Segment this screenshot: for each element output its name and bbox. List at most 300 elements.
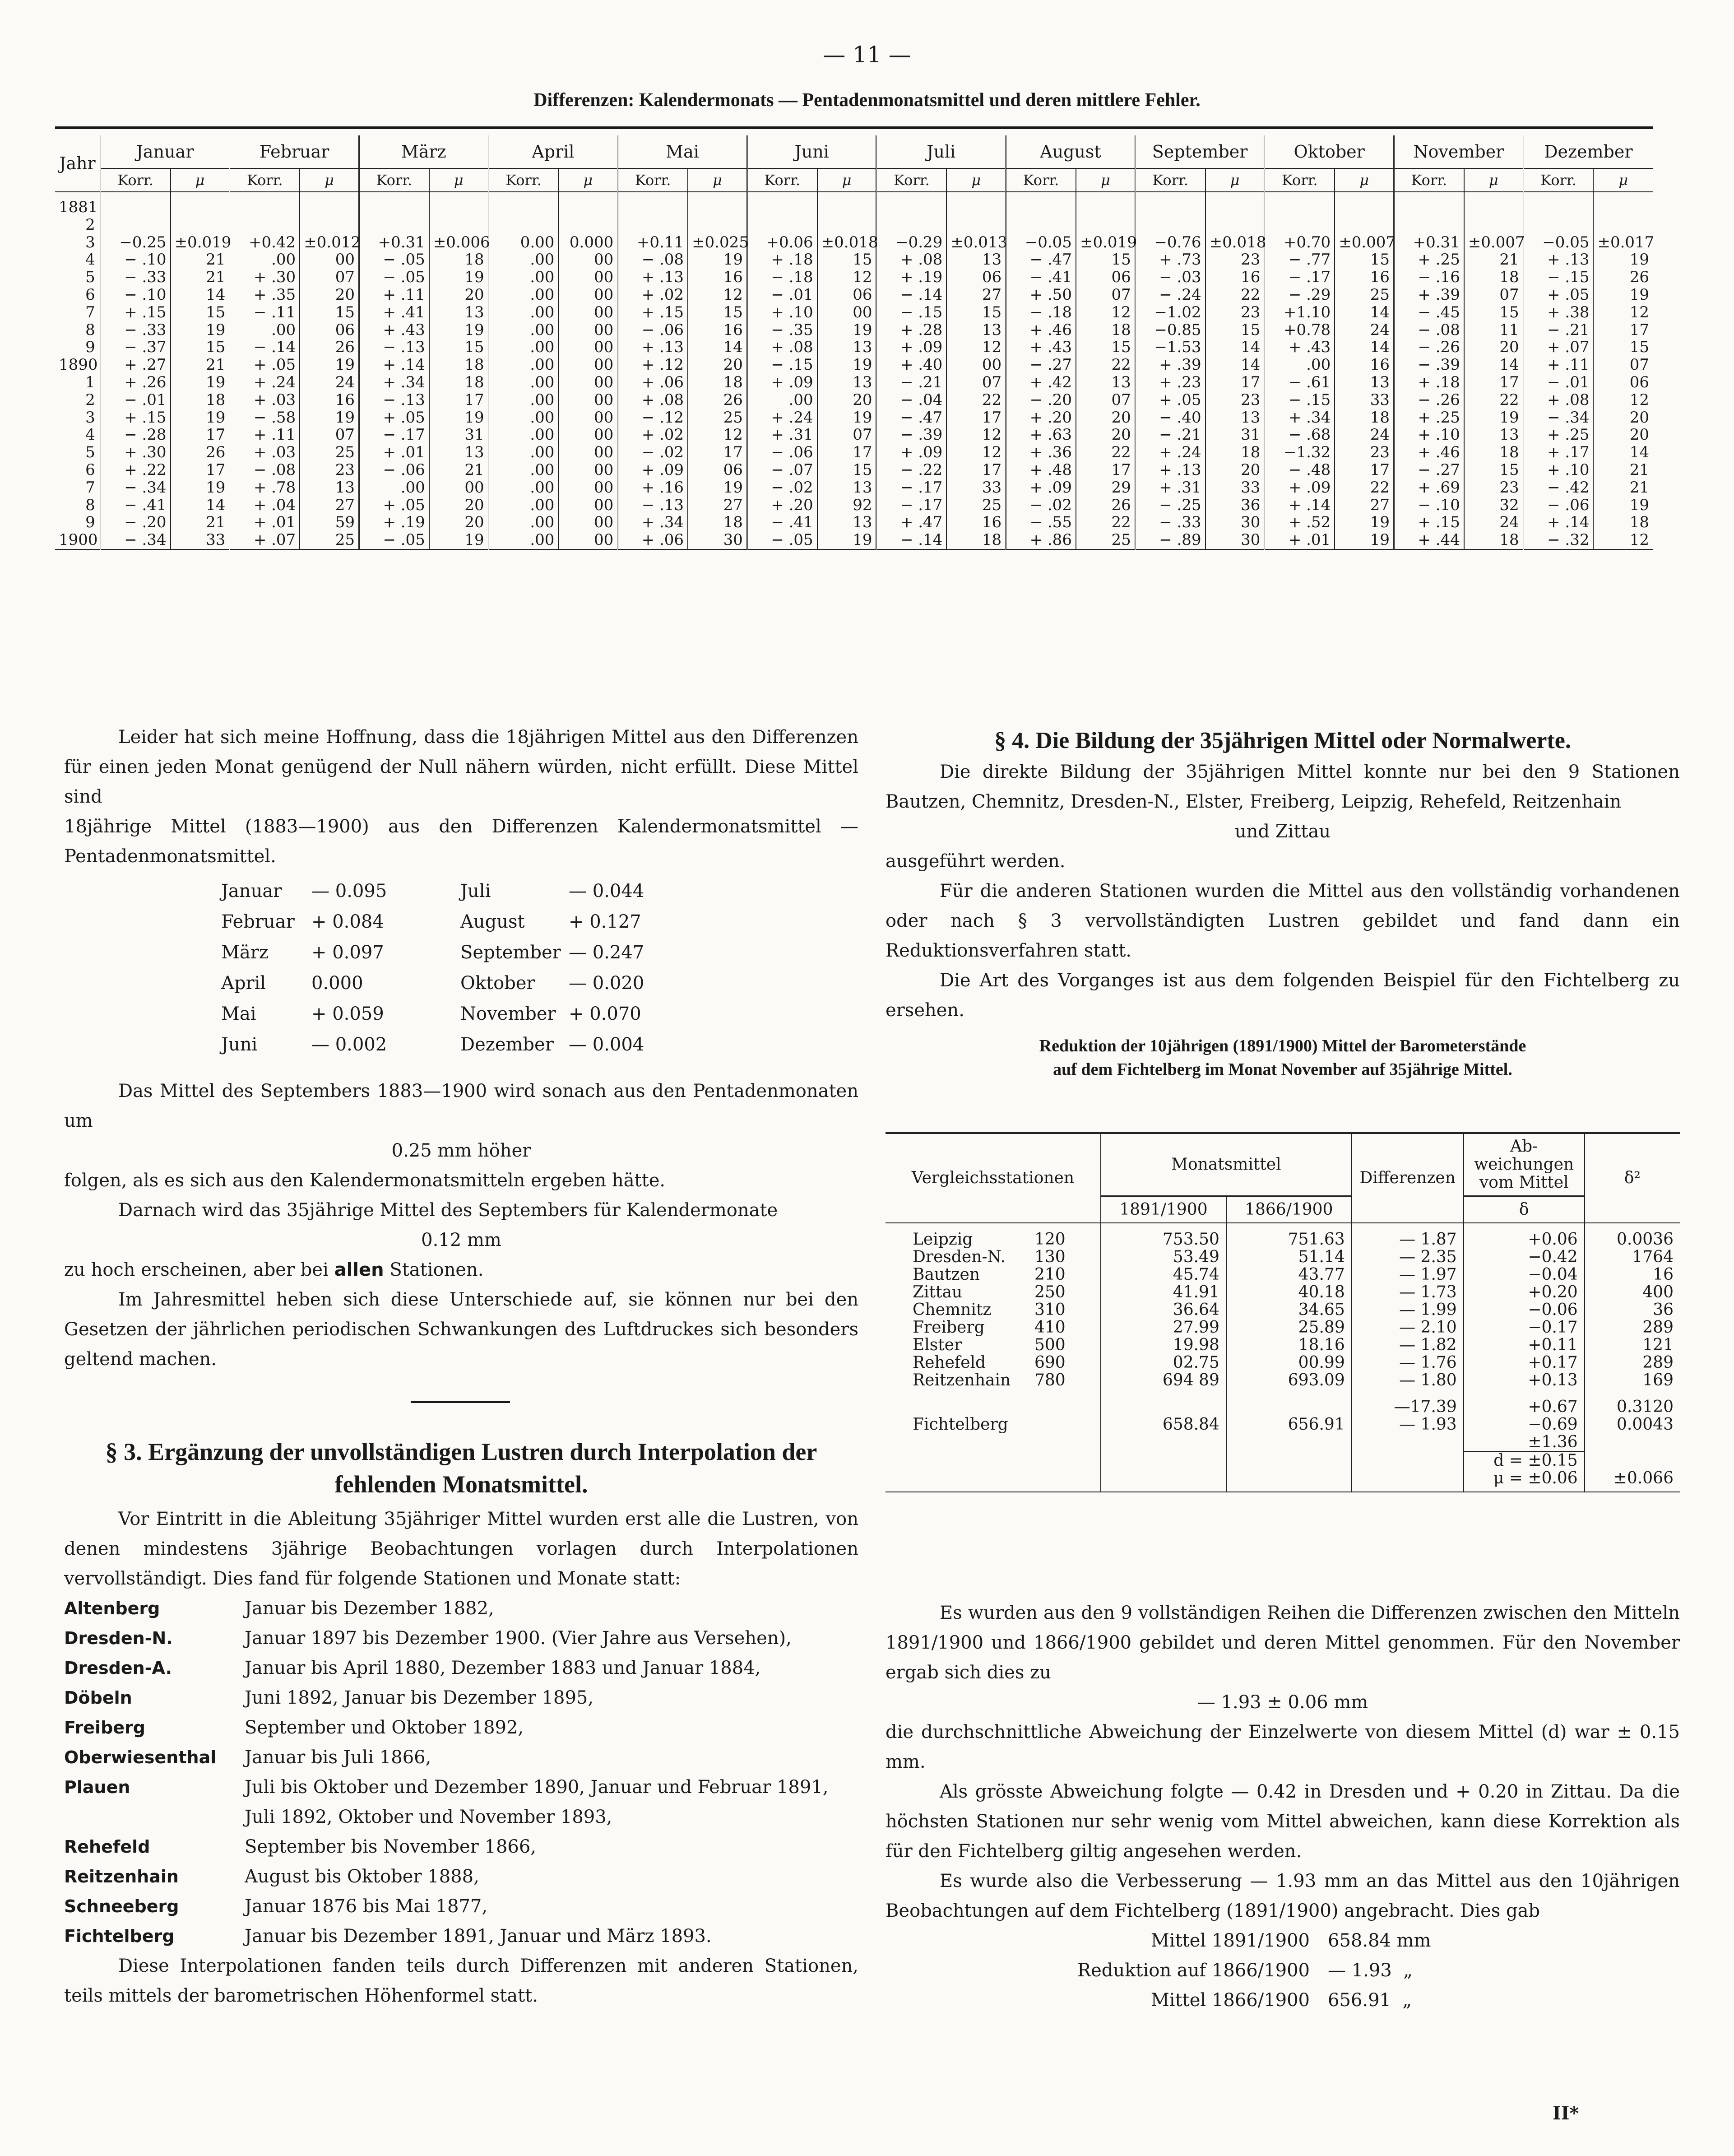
korr-cell: − .25 [1135,497,1205,514]
korr-cell: − .32 [1523,531,1593,549]
table-row [55,531,1653,549]
mu-cell: 19 [300,409,359,427]
station-cell [886,1301,1101,1319]
korr-cell: − .29 [1265,286,1335,304]
mu-cell [429,216,488,234]
signature-mark: II* [1553,2103,1579,2124]
mu-cell: 00 [558,479,617,497]
means-row [221,876,718,906]
mu-cell: 13 [429,444,488,461]
mu-cell: 15 [946,304,1006,321]
korr-cell: + .04 [230,497,300,514]
mu-cell: 19 [429,531,488,549]
mu-cell: 00 [558,409,617,427]
korr-cell: + .34 [1265,409,1335,427]
mu-cell: 14 [1335,304,1394,321]
mu-cell: 13 [1076,374,1135,391]
value-cell: 53.49 [1101,1248,1226,1266]
delta2-cell: 16 [1585,1266,1680,1283]
mu-cell: 30 [688,531,747,549]
korr-cell: + .86 [1006,531,1076,549]
korr-cell: − .04 [876,391,946,409]
mu-cell: 22 [946,391,1006,409]
mu-cell: 19 [688,479,747,497]
paragraph [64,1255,858,1285]
mu-header: μ [429,168,488,192]
korr-cell [1265,216,1335,234]
mu-cell: ±0.017 [1593,234,1653,251]
month-label: Mai [221,1004,256,1024]
table-row [55,497,1653,514]
mu-cell: 33 [1205,479,1265,497]
paragraph: 0.12 mm [421,1230,501,1250]
korr-cell: + .41 [359,304,429,321]
korr-cell: + .11 [359,286,429,304]
mu-cell: 18 [688,374,747,391]
korr-cell: + .18 [747,251,817,269]
korr-cell [876,192,946,216]
korr-cell: − .89 [1135,531,1205,549]
mu-cell: 18 [1464,269,1523,286]
korr-cell: − .20 [1006,391,1076,409]
korr-cell: .00 [488,269,558,286]
spacer-cell [886,1223,1101,1231]
korr-cell: + .09 [747,374,817,391]
korr-cell: − .02 [618,444,688,461]
korr-cell: + .35 [230,286,300,304]
table-row [886,1231,1680,1248]
mu-cell: 15 [1464,461,1523,479]
station-name: Chemnitz [913,1301,992,1319]
value-cell: 02.75 [1101,1354,1226,1371]
korr-cell: − .34 [1523,409,1593,427]
station-name: Rehefeld [64,1837,150,1857]
station-height: 780 [1034,1371,1066,1389]
value-cell: 40.18 [1226,1283,1352,1301]
value-cell: 751.63 [1226,1231,1352,1248]
station-cell [886,1319,1101,1336]
d-cell: d = ±0.15 [1464,1451,1585,1469]
korr-cell: − .17 [359,426,429,444]
month-value: + 0.084 [311,911,384,932]
korr-cell: + .05 [1135,391,1205,409]
month-value: — 0.095 [311,881,387,901]
mu-cell: 00 [558,321,617,339]
table-row [886,1336,1680,1354]
mu-cell: 15 [688,304,747,321]
table-row [55,409,1653,427]
mu-cell: 15 [1076,251,1135,269]
sum-abw-cell: +0.67 [1464,1389,1585,1416]
mu-cell: 19 [171,409,230,427]
value-cell: 753.50 [1101,1231,1226,1248]
mu-cell: 19 [1335,514,1394,531]
korr-cell: + .01 [1265,531,1335,549]
paragraph: und Zittau [1234,821,1331,842]
paragraph: — 1.93 ± 0.06 mm [1197,1692,1368,1713]
korr-cell: + .31 [747,426,817,444]
mu-cell: 12 [946,444,1006,461]
month-header: Mai [618,135,747,168]
mu-cell: 18 [946,531,1006,549]
interpolation-item [64,1921,858,1951]
mu-header: μ [1076,168,1135,192]
mu-cell: 23 [1464,479,1523,497]
month-header: Juli [876,135,1006,168]
paragraph: Leider hat sich meine Hoffnung, dass die 18jährigen Mittel aus den Differenzen für einen jeden Monat genügend der Null nähern würden, nicht erfüllt. Diese Mittel sind [64,727,858,807]
year-cell: 4 [85,426,95,444]
mu-cell: 00 [558,251,617,269]
mu-cell: 07 [300,269,359,286]
korr-cell: − .14 [876,531,946,549]
mu-cell: 19 [817,409,876,427]
abw-cell: −0.69 [1464,1416,1585,1433]
mu-cell: 20 [1076,409,1135,427]
delta2-cell: 0.0036 [1585,1231,1680,1248]
korr-cell: − .08 [230,461,300,479]
diff-cell: — 1.73 [1352,1283,1464,1301]
station-name: Bautzen [913,1265,980,1284]
mu-cell: 22 [1076,356,1135,374]
year-cell: 3 [85,233,95,251]
korr-cell: − .15 [747,356,817,374]
empty-cell [1101,1433,1226,1451]
korr-cell: + .47 [876,514,946,531]
empty-cell [886,1451,1101,1469]
korr-cell: − .13 [359,339,429,356]
month-label: September [460,942,561,963]
station-name: Dresden-N. [64,1628,173,1648]
mu-cell: 20 [1205,461,1265,479]
korr-cell: .00 [230,321,300,339]
mu-cell: 25 [1335,286,1394,304]
mu-cell: 16 [946,514,1006,531]
mu-cell: 07 [946,374,1006,391]
year-cell: 1 [85,373,95,391]
month-value: — 0.004 [569,1034,644,1055]
mu-cell: 23 [300,461,359,479]
mu-cell: 14 [1464,356,1523,374]
diff-cell: — 1.99 [1352,1301,1464,1319]
korr-cell: − .14 [230,339,300,356]
mu-cell: 00 [558,356,617,374]
station-name: Elster [913,1336,962,1354]
reduction-table [886,1132,1680,1492]
paragraph: 18jährige Mittel (1883—1900) aus den Differenzen Kalendermonatsmittel — Pentadenmonatsmittel. [64,816,858,867]
mu-cell [1076,192,1135,216]
korr-cell [1006,216,1076,234]
diff-cell: — 1.93 [1352,1416,1464,1433]
month-label: August [460,911,525,932]
mu-cell: 12 [946,426,1006,444]
mu-cell: 00 [558,461,617,479]
korr-cell [1006,192,1076,216]
period-text: Januar bis Juli 1866, [245,1747,431,1768]
korr-cell: .00 [747,391,817,409]
table-row [55,444,1653,461]
paragraph: Als grösste Abweichung folgte — 0.42 in Dresden und + 0.20 in Zittau. Da die höchsten Stationen nur sehr wenig vom Mittel abweichen, kann diese Korrektion als für den Fichtelberg giltig angesehen werden. [886,1781,1680,1862]
table-row [55,304,1653,321]
month-header: Februar [230,135,359,168]
mu-cell: 00 [558,339,617,356]
spacer-cell [1585,1223,1680,1231]
table-row [55,479,1653,497]
korr-cell: + .06 [618,531,688,549]
korr-cell: − .10 [100,251,170,269]
period-text: Januar 1897 bis Dezember 1900. (Vier Jahre aus Versehen), [245,1628,792,1649]
month-value: + 0.097 [311,942,384,963]
korr-cell: + .20 [747,497,817,514]
mu-cell: 22 [1464,391,1523,409]
interpolation-item [64,1862,858,1891]
delta2-cell: 36 [1585,1301,1680,1319]
section-4-title: § 4. Die Bildung der 35jährigen Mittel oder Normalwerte. [994,728,1571,753]
mu-cell: 19 [817,321,876,339]
mu-cell: 18 [429,356,488,374]
korr-cell: + .16 [618,479,688,497]
station-cell [886,1371,1101,1389]
mu-cell: 26 [1593,269,1653,286]
mu-cell: 17 [429,391,488,409]
mu-cell [558,216,617,234]
mu-cell: 17 [817,444,876,461]
mu-cell: 21 [1593,479,1653,497]
korr-cell: 0.00 [488,234,558,251]
mu-cell: 20 [429,514,488,531]
table-row [886,1266,1680,1283]
korr-cell: .00 [488,339,558,356]
korr-cell [1523,216,1593,234]
mu-cell: 18 [1464,531,1523,549]
korr-cell: +0.06 [747,234,817,251]
mu-cell: 21 [1464,251,1523,269]
mu-cell: 00 [429,479,488,497]
calc-value: 656.91 „ [1328,1990,1412,2011]
abw-cell: −0.04 [1464,1266,1585,1283]
korr-cell: + .08 [747,339,817,356]
korr-cell: − .47 [876,409,946,427]
mu-cell: 26 [300,339,359,356]
mu-cell: 14 [171,497,230,514]
mu-cell: 18 [1335,409,1394,427]
mu-cell: 17 [1076,461,1135,479]
table-row [55,426,1653,444]
korr-cell [618,192,688,216]
korr-cell: − .77 [1265,251,1335,269]
col-1891: 1891/1900 [1101,1196,1226,1223]
table-row [55,461,1653,479]
mu-cell: 13 [1464,426,1523,444]
korr-cell: + .73 [1135,251,1205,269]
interpolation-item [64,1742,858,1772]
korr-cell: + .08 [876,251,946,269]
year-cell: 7 [85,303,95,321]
mu-cell: 20 [429,497,488,514]
korr-cell: +1.10 [1265,304,1335,321]
mu-cell: 12 [688,286,747,304]
korr-cell: + .13 [1135,461,1205,479]
paragraph: Die direkte Bildung der 35jährigen Mittel konnte nur bei den 9 Stationen Bautzen, Chemnitz, Dresden-N., Elster, Freiberg, Leipzig, Rehefeld, Reitzenhain [886,762,1680,812]
month-header: Oktober [1265,135,1394,168]
interpolation-item [64,1653,858,1683]
mu-cell: 19 [817,356,876,374]
korr-cell: + .26 [100,374,170,391]
delta2-cell: 169 [1585,1371,1680,1389]
korr-cell: .00 [488,356,558,374]
paragraph: Im Jahresmittel heben sich diese Unterschiede auf, sie können nur bei den Gesetzen der jährlichen periodischen Schwankungen des Luftdruckes sich besonders geltend machen. [64,1289,858,1370]
mu-cell [1464,192,1523,216]
korr-cell: − .42 [1523,479,1593,497]
mu-cell: ±0.019 [171,234,230,251]
value-cell: 45.74 [1101,1266,1226,1283]
month-header: Juni [747,135,876,168]
means-row [221,1029,718,1060]
station-cell [886,1266,1101,1283]
mu-cell: 17 [688,444,747,461]
value-cell: 658.84 [1101,1416,1226,1433]
mu-cell: 31 [1205,426,1265,444]
mu-cell: 13 [300,479,359,497]
table-row [55,192,1653,216]
station-name: Rehefeld [913,1353,986,1372]
korr-cell: −1.53 [1135,339,1205,356]
mu-cell: 18 [1076,321,1135,339]
period-text: Juli bis Oktober und Dezember 1890, Januar und Februar 1891, Juli 1892, Oktober und November 1893, [245,1777,829,1827]
delta2-cell: 0.0043 [1585,1416,1680,1433]
korr-cell: − .33 [100,269,170,286]
delta2-cell: 1764 [1585,1248,1680,1266]
interpolation-item [64,1891,858,1921]
interpolation-item [64,1683,858,1713]
korr-cell: − .41 [1006,269,1076,286]
korr-cell: − .24 [1135,286,1205,304]
korr-cell: − .05 [747,531,817,549]
paragraph: ausgeführt werden. [886,851,1066,872]
diff-cell: — 1.76 [1352,1354,1464,1371]
korr-header: Korr. [1135,168,1205,192]
korr-cell: − .18 [747,269,817,286]
means-row [221,937,718,968]
mu-header: μ [1205,168,1265,192]
spacer-cell [1464,1223,1585,1231]
korr-cell: −0.05 [1006,234,1076,251]
station-name: Reitzenhain [913,1371,1011,1389]
mu-header: μ [1593,168,1653,192]
station-cell [886,1231,1101,1248]
spacer-cell [1101,1223,1226,1231]
diff-cell: — 1.97 [1352,1266,1464,1283]
mu-cell: 16 [300,391,359,409]
calc-value: 658.84 mm [1328,1930,1431,1951]
korr-cell: +0.11 [618,234,688,251]
mu-cell: ±0.018 [1205,234,1265,251]
mu-cell: 15 [300,304,359,321]
year-header: Jahr [55,135,100,192]
empty-cell [1226,1469,1352,1492]
mu-cell: 07 [817,426,876,444]
korr-cell: − .34 [100,531,170,549]
reduction-table-title [886,1034,1680,1081]
korr-header: Korr. [230,168,300,192]
station-height: 690 [1034,1353,1066,1372]
mu-cell [171,216,230,234]
mu-cell: 15 [1205,321,1265,339]
korr-cell: + .43 [359,321,429,339]
korr-cell: .00 [488,497,558,514]
mu-cell: 20 [300,286,359,304]
korr-cell: + .15 [100,304,170,321]
text: zu hoch erscheinen, aber bei [64,1259,334,1280]
mu-cell: 13 [817,479,876,497]
means-row [221,999,718,1029]
korr-cell: −1.02 [1135,304,1205,321]
month-value: 0.000 [311,973,363,994]
mu-cell: 00 [558,374,617,391]
korr-cell: + .22 [100,461,170,479]
table-row [55,321,1653,339]
korr-cell: −0.85 [1135,321,1205,339]
mu-cell [1205,192,1265,216]
month-label: März [221,942,269,963]
korr-cell [230,216,300,234]
mu-cell: 22 [1076,444,1135,461]
mu-cell: 21 [171,251,230,269]
mu-cell: 15 [817,461,876,479]
korr-cell: + .08 [1523,391,1593,409]
mu-cell: ±0.018 [817,234,876,251]
korr-cell: − .05 [359,531,429,549]
mu-cell: 13 [817,514,876,531]
korr-cell: + .52 [1265,514,1335,531]
korr-cell: − .28 [100,426,170,444]
mu-cell: 19 [688,251,747,269]
korr-cell: − .21 [1523,321,1593,339]
year-cell: 3 [85,408,95,427]
left-column-2 [64,1076,858,1374]
korr-cell: −0.76 [1135,234,1205,251]
korr-cell: − .07 [747,461,817,479]
abw-cell: +0.20 [1464,1283,1585,1301]
korr-cell: − .15 [876,304,946,321]
mu-cell: 18 [1593,514,1653,531]
mu-cell: 14 [688,339,747,356]
korr-cell: + .07 [230,531,300,549]
mu-cell: 19 [1593,497,1653,514]
mu-cell: 19 [429,409,488,427]
mu-cell: 24 [1335,321,1394,339]
left-column [64,722,858,871]
mu-cell: 17 [1335,461,1394,479]
month-value: — 0.020 [569,973,644,994]
empty-cell [1226,1389,1352,1416]
interpolation-item [64,1594,858,1623]
mu-cell: 19 [429,321,488,339]
diff-cell: — 1.87 [1352,1231,1464,1248]
station-name: Plauen [64,1777,130,1797]
month-header: März [359,135,488,168]
month-value: + 0.127 [569,911,641,932]
mu-cell: 20 [688,356,747,374]
station-height: 130 [1034,1248,1066,1266]
korr-cell: + .09 [876,339,946,356]
korr-cell: − .14 [876,286,946,304]
korr-cell: + .13 [618,339,688,356]
table-row [55,216,1653,234]
mu-cell: 12 [946,339,1006,356]
value-cell: 656.91 [1226,1416,1352,1433]
period-text: Januar bis April 1880, Dezember 1883 und Januar 1884, [245,1658,761,1678]
abw-cell: +0.13 [1464,1371,1585,1389]
